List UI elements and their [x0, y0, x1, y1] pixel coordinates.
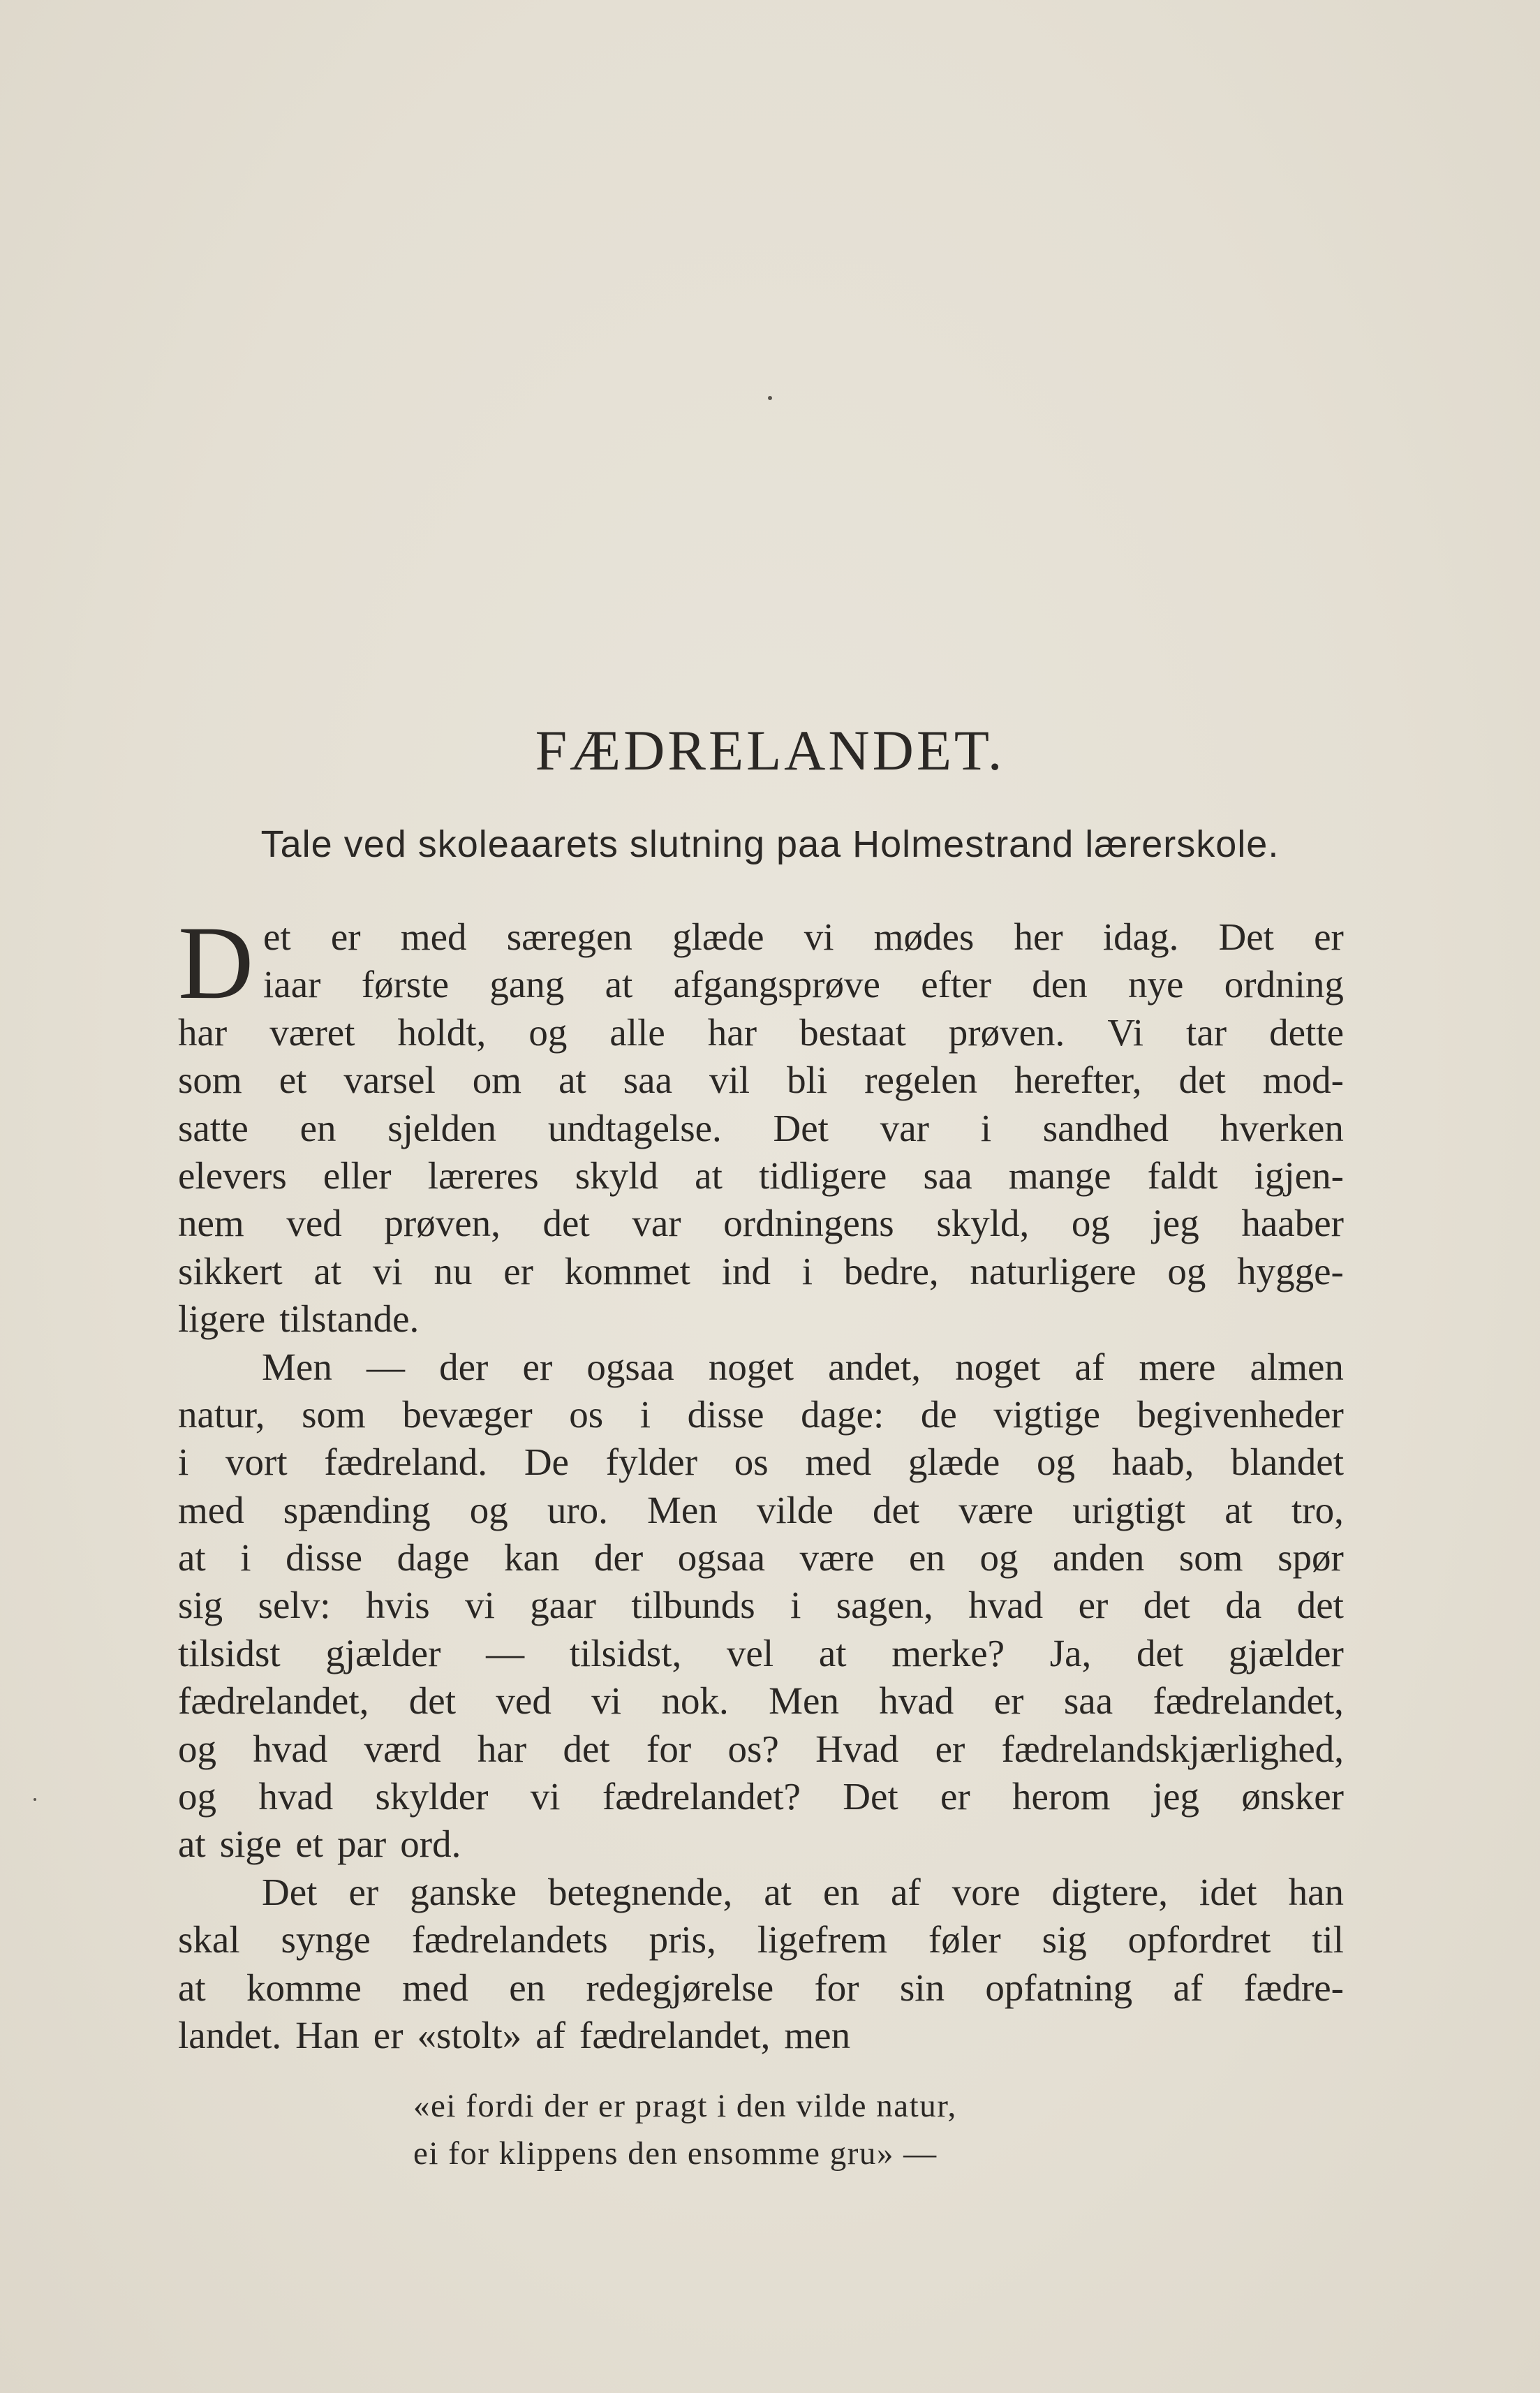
page-subtitle: Tale ved skoleaarets slutning paa Holmestrand lærerskole.	[260, 823, 1280, 865]
word: var	[632, 1202, 681, 1245]
word: det	[563, 1727, 610, 1770]
word: blandet	[1231, 1441, 1344, 1484]
word: med	[400, 915, 467, 958]
word: dage	[397, 1536, 470, 1580]
word: ogsaa	[586, 1345, 674, 1388]
word: i	[240, 1536, 251, 1580]
word: saa	[623, 1059, 673, 1102]
text-line	[178, 913, 1344, 961]
word: spør	[1278, 1536, 1344, 1580]
text-line	[178, 1105, 1344, 1152]
word: det	[542, 1202, 590, 1245]
word: fædrelandskjærlighed,	[1001, 1727, 1344, 1770]
word: Men	[262, 1345, 332, 1388]
word: ved	[496, 1679, 551, 1723]
text-line	[178, 1534, 1344, 1582]
word: «stolt»	[417, 2013, 522, 2056]
word: nok.	[661, 1679, 729, 1723]
word: at	[605, 963, 633, 1006]
word: ligefrem	[757, 1918, 887, 1961]
word: som	[178, 1059, 242, 1102]
word: fædrelandet?	[602, 1775, 801, 1818]
word: for	[814, 1966, 859, 2009]
word: og	[1037, 1441, 1076, 1484]
word: Det	[773, 1106, 829, 1149]
page-title: FÆDRELANDET.	[535, 719, 1005, 782]
word: opfatning	[985, 1966, 1133, 2009]
word: og	[469, 1488, 508, 1531]
word: bevæger	[402, 1392, 533, 1436]
word: gang	[489, 963, 565, 1006]
word: skyld,	[936, 1202, 1030, 1245]
text-line	[178, 1630, 1344, 1677]
word: landet.	[178, 2013, 282, 2056]
word: ord.	[400, 1823, 461, 1866]
word: prøven.	[948, 1010, 1065, 1054]
word: dage:	[801, 1392, 884, 1436]
word: er	[993, 1679, 1024, 1723]
word: og	[1071, 1202, 1110, 1245]
word: skal	[178, 1918, 240, 1961]
body-text	[178, 905, 1344, 2059]
word: til	[1312, 1918, 1344, 1961]
text-line	[178, 2012, 1344, 2059]
word: efter	[921, 963, 991, 1006]
word: noget	[708, 1345, 794, 1388]
text-line	[178, 1916, 1344, 1964]
word: vi	[372, 1249, 403, 1293]
word: hygge-	[1237, 1249, 1344, 1293]
word: alle	[609, 1010, 665, 1054]
word: første	[361, 963, 449, 1006]
word: i	[980, 1106, 991, 1149]
word: herom	[1012, 1775, 1111, 1818]
word: saa	[1063, 1679, 1113, 1723]
word: vi	[465, 1584, 495, 1627]
verse-line: ei for klippens den ensomme gru» —	[413, 2135, 938, 2172]
word: ganske	[410, 1870, 517, 1913]
word: det	[1137, 1631, 1184, 1674]
word: af	[1173, 1966, 1204, 2009]
word: ligere	[178, 1297, 266, 1341]
word: i	[790, 1584, 801, 1627]
word: i	[178, 1441, 189, 1484]
word: uro.	[547, 1488, 608, 1531]
word: iaar	[263, 963, 321, 1006]
word: været	[269, 1010, 355, 1054]
word: synge	[281, 1918, 371, 1961]
word: mange	[1008, 1154, 1111, 1197]
word: fædrelandet,	[579, 2013, 771, 2056]
word: Vi	[1107, 1010, 1144, 1054]
word: mere	[1139, 1345, 1216, 1388]
paper-speck	[768, 396, 772, 400]
text-line	[178, 1582, 1344, 1629]
word: da	[1225, 1584, 1262, 1627]
word: sagen,	[836, 1584, 933, 1627]
word: elevers	[178, 1154, 287, 1197]
word: tro,	[1291, 1488, 1344, 1531]
word: det	[408, 1679, 456, 1723]
word: hvad	[968, 1584, 1044, 1627]
word: nu	[434, 1249, 473, 1293]
text-line	[178, 1295, 1344, 1343]
word: igjen-	[1254, 1154, 1344, 1197]
word: at	[178, 1536, 206, 1580]
word: sikkert	[178, 1249, 283, 1293]
word: det	[872, 1488, 920, 1531]
word: betegnende,	[548, 1870, 733, 1913]
paragraph-1	[178, 905, 1344, 1343]
word: haaber	[1241, 1202, 1344, 1245]
word: saa	[923, 1154, 972, 1197]
text-line	[178, 1343, 1344, 1391]
word: som	[1178, 1536, 1243, 1580]
word: af	[535, 2013, 565, 2056]
word: jeg	[1152, 1775, 1200, 1818]
text-line	[178, 961, 1344, 1008]
word: prøven,	[384, 1202, 501, 1245]
word: hvad	[879, 1679, 954, 1723]
word: anden	[1053, 1536, 1145, 1580]
word: fædrelandets	[411, 1918, 608, 1961]
word: bedre,	[843, 1249, 939, 1293]
word: er	[373, 2013, 403, 2056]
word: Ja,	[1049, 1631, 1092, 1674]
word: eller	[323, 1154, 392, 1197]
word: vore	[952, 1870, 1021, 1913]
word: sjelden	[387, 1106, 497, 1149]
text-line	[178, 1009, 1344, 1056]
word: bestaat	[799, 1010, 906, 1054]
word: sige	[219, 1823, 282, 1866]
word: vigtige	[993, 1392, 1101, 1436]
word: en	[823, 1870, 859, 1913]
word: være	[958, 1488, 1034, 1531]
word: ønsker	[1241, 1775, 1344, 1818]
word: spænding	[283, 1488, 431, 1531]
word: Men	[646, 1488, 718, 1531]
word: ordning	[1224, 963, 1344, 1006]
word: har	[477, 1727, 527, 1770]
word: de	[920, 1392, 957, 1436]
word: føler	[928, 1918, 1001, 1961]
word: haab,	[1111, 1441, 1194, 1484]
word: gaar	[530, 1584, 596, 1627]
word: en	[909, 1536, 945, 1580]
word: skyld	[575, 1154, 658, 1197]
word: os	[734, 1441, 769, 1484]
word: sig	[1042, 1918, 1087, 1961]
word: det	[1178, 1059, 1226, 1102]
word: naturligere	[970, 1249, 1137, 1293]
text-line	[178, 1056, 1344, 1104]
word: at	[818, 1631, 847, 1674]
word: et	[295, 1823, 324, 1866]
word: pris,	[649, 1918, 716, 1961]
word: merke?	[891, 1631, 1005, 1674]
word: vi	[804, 915, 834, 958]
word: og	[528, 1010, 568, 1054]
word: os?	[727, 1727, 779, 1770]
word: andet,	[828, 1345, 921, 1388]
word: afgangsprøve	[673, 963, 880, 1006]
word: værd	[364, 1727, 441, 1770]
verse-line: «ei fordi der er pragt i den vilde natur,	[413, 2088, 957, 2124]
text-line	[178, 1820, 1344, 1868]
word: par	[337, 1823, 387, 1866]
word: faldt	[1147, 1154, 1218, 1197]
paper-speck	[34, 1798, 36, 1801]
word: sig	[178, 1584, 223, 1627]
word: læreres	[427, 1154, 539, 1197]
word: digtere,	[1051, 1870, 1168, 1913]
word: at	[764, 1870, 792, 1913]
word: jeg	[1152, 1202, 1199, 1245]
word: ved	[286, 1202, 342, 1245]
word: varsel	[343, 1059, 436, 1102]
word: der	[439, 1345, 489, 1388]
word: er	[1078, 1584, 1109, 1627]
text-line	[178, 1725, 1344, 1773]
word: ind	[721, 1249, 771, 1293]
word: den	[1032, 963, 1088, 1006]
word: at	[178, 1966, 206, 2009]
word: at	[1224, 1488, 1252, 1531]
word: hvad	[258, 1775, 334, 1818]
word: urigtigt	[1072, 1488, 1186, 1531]
word: skylder	[375, 1775, 489, 1818]
word: disse	[687, 1392, 764, 1436]
word: af	[890, 1870, 921, 1913]
word: et	[279, 1059, 307, 1102]
word: natur,	[178, 1392, 265, 1436]
word: men	[784, 2013, 851, 2056]
word: sin	[899, 1966, 945, 2009]
word: i	[639, 1392, 651, 1436]
word: gjælder	[1228, 1631, 1344, 1674]
word: fædrelandet,	[178, 1679, 369, 1723]
word: er	[330, 915, 361, 958]
word: og	[178, 1727, 216, 1770]
word: for	[646, 1727, 692, 1770]
word: redegjørelse	[586, 1966, 774, 2009]
word: han	[1288, 1870, 1344, 1913]
word: mødes	[873, 915, 975, 958]
word: disse	[286, 1536, 363, 1580]
word: og	[1167, 1249, 1206, 1293]
word: dette	[1269, 1010, 1344, 1054]
drop-cap: D	[178, 905, 254, 1021]
word: det	[1143, 1584, 1190, 1627]
word: et	[263, 915, 291, 958]
text-line	[178, 1152, 1344, 1200]
word: har	[178, 1010, 228, 1054]
word: en	[299, 1106, 336, 1149]
word: vilde	[756, 1488, 834, 1531]
word: —	[366, 1345, 405, 1388]
word: har	[707, 1010, 757, 1054]
word: tidligere	[759, 1154, 887, 1197]
word: nye	[1128, 963, 1184, 1006]
word: særegen	[506, 915, 632, 958]
word: regelen	[864, 1059, 978, 1102]
word: er	[503, 1249, 533, 1293]
word: kommet	[564, 1249, 690, 1293]
word: om	[472, 1059, 522, 1102]
word: ordningens	[723, 1202, 894, 1245]
word: almen	[1250, 1345, 1344, 1388]
word: og	[979, 1536, 1019, 1580]
word: hverken	[1220, 1106, 1344, 1149]
word: det	[1296, 1584, 1344, 1627]
word: De	[524, 1441, 569, 1484]
word: tilstande.	[279, 1297, 420, 1341]
word: vel	[726, 1631, 774, 1674]
word: tilsidst	[178, 1631, 281, 1674]
word: af	[1074, 1345, 1105, 1388]
word: med	[805, 1441, 872, 1484]
text-line	[178, 1391, 1344, 1438]
word: Det	[843, 1775, 898, 1818]
word: komme	[246, 1966, 362, 2009]
word: er	[940, 1775, 970, 1818]
word: idet	[1199, 1870, 1257, 1913]
word: at	[695, 1154, 723, 1197]
paragraph-2	[178, 1343, 1344, 1869]
text-line	[178, 1438, 1344, 1486]
word: kan	[504, 1536, 560, 1580]
word: satte	[178, 1106, 249, 1149]
word: at	[558, 1059, 586, 1102]
word: Det	[1218, 915, 1274, 958]
word: vort	[225, 1441, 288, 1484]
word: i	[801, 1249, 813, 1293]
verse-quote	[413, 2082, 1181, 2177]
word: at	[178, 1823, 206, 1866]
word: Det	[262, 1870, 318, 1913]
word: Han	[295, 2013, 360, 2056]
word: Men	[769, 1679, 839, 1723]
word: tar	[1186, 1010, 1227, 1054]
word: er	[1314, 915, 1344, 958]
word: selv:	[258, 1584, 331, 1627]
word: mod-	[1262, 1059, 1344, 1102]
word: glæde	[672, 915, 764, 958]
word: Hvad	[815, 1727, 899, 1770]
word: gjælder	[325, 1631, 441, 1674]
word: en	[509, 1966, 546, 2009]
word: os	[569, 1392, 604, 1436]
word: holdt,	[397, 1010, 487, 1054]
word: noget	[955, 1345, 1041, 1388]
word: begivenheder	[1137, 1392, 1344, 1436]
word: med	[178, 1488, 244, 1531]
word: herefter,	[1014, 1059, 1142, 1102]
word: nem	[178, 1202, 244, 1245]
paragraph-3	[178, 1869, 1344, 2060]
word: idag.	[1102, 915, 1179, 958]
word: vi	[530, 1775, 561, 1818]
word: fædreland.	[324, 1441, 488, 1484]
text-line	[178, 1773, 1344, 1820]
word: og	[178, 1775, 216, 1818]
word: tilbunds	[631, 1584, 755, 1627]
word: —	[486, 1631, 525, 1674]
word: er	[935, 1727, 965, 1770]
text-line	[178, 1200, 1344, 1247]
word: der	[593, 1536, 644, 1580]
word: fædre-	[1243, 1966, 1344, 2009]
text-line	[178, 1487, 1344, 1534]
word: glæde	[908, 1441, 1000, 1484]
text-line	[178, 1677, 1344, 1725]
word: bli	[787, 1059, 828, 1102]
word: undtagelse.	[547, 1106, 722, 1149]
word: fylder	[605, 1441, 698, 1484]
word: her	[1014, 915, 1063, 958]
word: ogsaa	[677, 1536, 765, 1580]
word: som	[302, 1392, 366, 1436]
word: med	[402, 1966, 468, 2009]
word: er	[522, 1345, 553, 1388]
text-line	[178, 1964, 1344, 2012]
text-line	[178, 1248, 1344, 1295]
word: tilsidst,	[569, 1631, 682, 1674]
word: sandhed	[1042, 1106, 1169, 1149]
word: opfordret	[1127, 1918, 1271, 1961]
word: hvad	[253, 1727, 328, 1770]
word: at	[313, 1249, 342, 1293]
word: vil	[709, 1059, 750, 1102]
word: vi	[591, 1679, 622, 1723]
word: er	[348, 1870, 379, 1913]
word: var	[880, 1106, 929, 1149]
word: være	[799, 1536, 875, 1580]
word: fædrelandet,	[1153, 1679, 1344, 1723]
text-line	[178, 1869, 1344, 1916]
word: hvis	[365, 1584, 430, 1627]
